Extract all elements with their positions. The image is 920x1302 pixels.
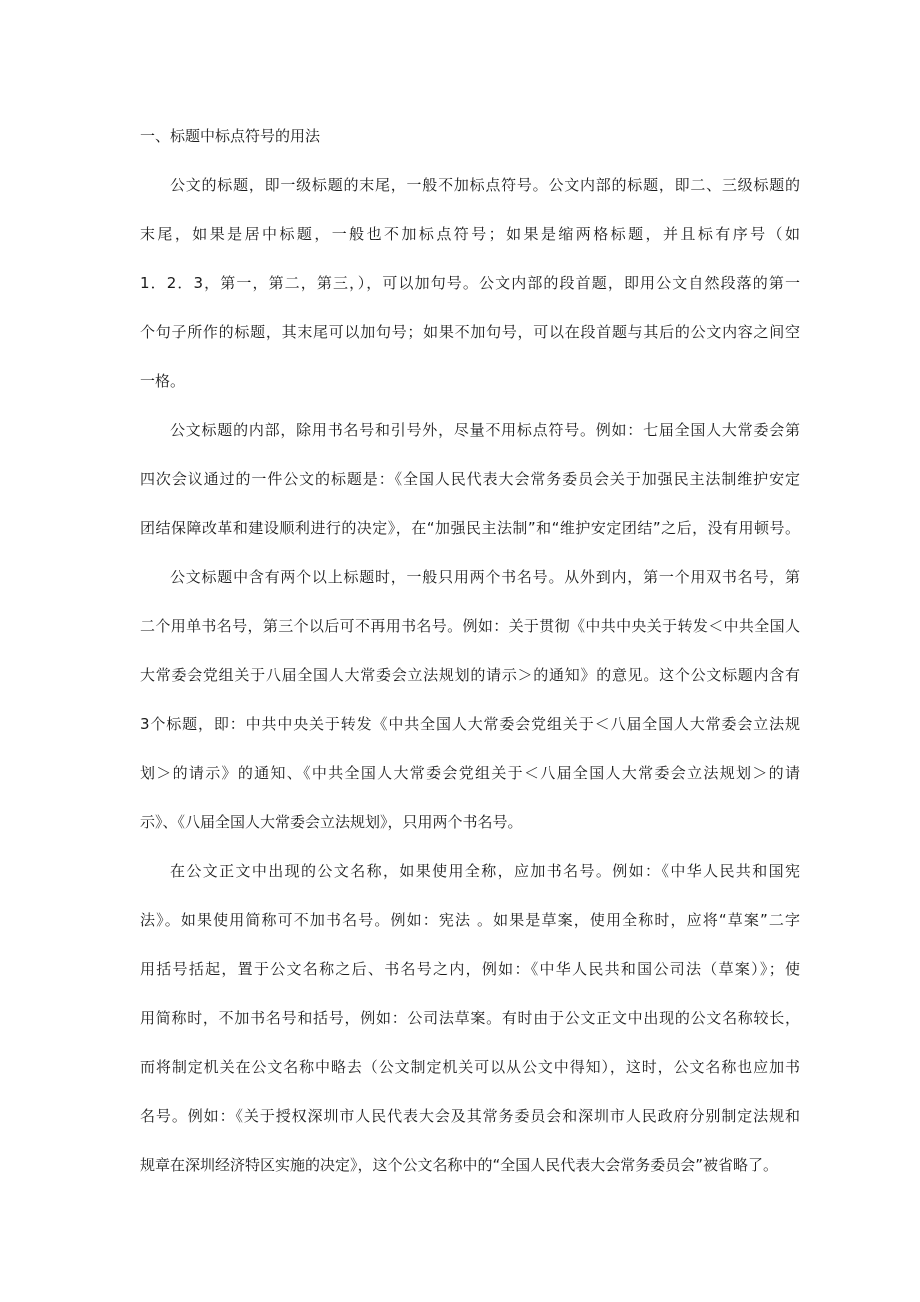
paragraph-3-line-5: 划＞的请示》的通知、《中共全国人大常委会党组关于＜八届全国人大常委会立法规划＞的请 [140, 764, 800, 782]
paragraph-4-line-7: 规章在深圳经济特区实施的决定》，这个公文名称中的“全国人民代表大会常务委员会”被省略了。 [140, 1156, 779, 1174]
paragraph-3-line-3: 大常委会党组关于八届全国人大常委会立法规划的请示＞的通知》的意见。这个公文标题内含有 [140, 666, 800, 684]
paragraph-3-line-4: 3个标题，即：中共中央关于转发《中共全国人大常委会党组关于＜八届全国人大常委会立法规 [140, 715, 800, 733]
paragraph-1-line-1: 公文的标题，即一级标题的末尾，一般不加标点符号。公文内部的标题，即二、三级标题的 [170, 176, 800, 194]
paragraph-4-line-6: 名号。例如：《关于授权深圳市人民代表大会及其常务委员会和深圳市人民政府分别制定法规和 [140, 1107, 800, 1125]
paragraph-2-line-2: 四次会议通过的一件公文的标题是：《全国人民代表大会常务委员会关于加强民主法制维护安定 [140, 470, 800, 488]
paragraph-1-line-3: 1．2．3，第一，第二，第三，），可以加句号。公文内部的段首题，即用公文自然段落的第一 [140, 274, 800, 292]
paragraph-1-line-5: 一格。 [140, 372, 186, 390]
paragraph-2-line-1: 公文标题的内部，除用书名号和引号外，尽量不用标点符号。例如：七届全国人大常委会第 [170, 421, 800, 439]
paragraph-3-line-1: 公文标题中含有两个以上标题时，一般只用两个书名号。从外到内，第一个用双书名号，第 [170, 568, 800, 586]
paragraph-1-line-2: 末尾，如果是居中标题，一般也不加标点符号；如果是缩两格标题，并且标有序号（如 [140, 225, 800, 243]
paragraph-2-line-3: 团结保障改革和建设顺利进行的决定》，在“加强民主法制”和“维护安定团结”之后，没有用顿号。 [140, 519, 800, 537]
paragraph-4-line-1: 在公文正文中出现的公文名称，如果使用全称，应加书名号。例如：《中华人民共和国宪 [170, 862, 800, 880]
paragraph-3-line-6: 示》、《八届全国人大常委会立法规划》，只用两个书名号。 [140, 813, 523, 831]
paragraph-1-line-4: 个句子所作的标题，其末尾可以加句号；如果不加句号，可以在段首题与其后的公文内容之间空 [140, 323, 800, 341]
section-heading: 一、标题中标点符号的用法 [140, 127, 321, 145]
paragraph-4-line-4: 用简称时，不加书名号和括号，例如：公司法草案。有时由于公文正文中出现的公文名称较长， [140, 1009, 800, 1027]
paragraph-4-line-2: 法》。如果使用简称可不加书名号。例如：宪法 。如果是草案，使用全称时，应将“草案”二字 [140, 911, 800, 929]
paragraph-4-line-3: 用括号括起，置于公文名称之后、书名号之内，例如：《中华人民共和国公司法（草案）》；使 [140, 960, 800, 978]
paragraph-4-line-5: 而将制定机关在公文名称中略去（公文制定机关可以从公文中得知），这时，公文名称也应加书 [140, 1058, 800, 1076]
paragraph-3-line-2: 二个用单书名号，第三个以后可不再用书名号。例如：关于贯彻《中共中央关于转发＜中共全国人 [140, 617, 800, 635]
